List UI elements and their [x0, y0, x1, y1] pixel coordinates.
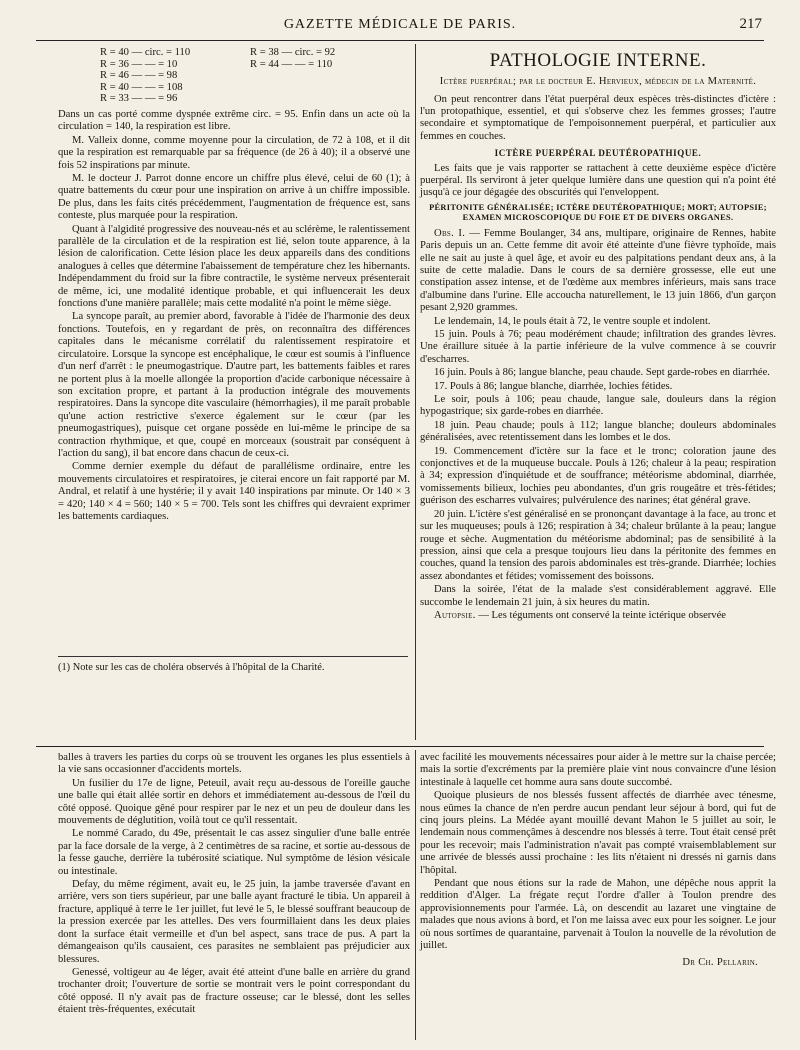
respiration-table [100, 47, 410, 105]
table-row: R = 40 — — = 108 [100, 81, 183, 93]
paragraph: Le soir, pouls à 106; peau chaude, langue sale, douleurs dans la région hypogastrique; six garde-robes en diarrhée. [420, 394, 776, 418]
paragraph: avec facilité les mouvements nécessaires pour aider à le mettre sur la chaise percée; mais la sortie d'excréments par la première plaie vint nous convaincre d'une lésion intestinale à laquelle cet homme aura sans doute succombé. [420, 752, 776, 788]
paragraph: M. le docteur J. Parrot donne encore un chiffre plus élevé, celui de 60 (1); à quatre battements du cœur pour une inspiration on arrive à un chiffre impossible. De plus, dans les faits cités précédemment, l'augmentation de fréquence est, sans conteste, plus marquée pour la respiration. [58, 173, 410, 222]
footnote [58, 662, 408, 675]
table-row: R = 40 — circ. = 110 R = 38 — circ. = 92 [100, 47, 336, 58]
paragraph: Le lendemain, 14, le pouls était à 72, le ventre souple et indolent. [434, 315, 711, 327]
table-row: R = 46 — — = 98 [100, 70, 178, 82]
right-bottom-column [420, 752, 776, 969]
section-rule [36, 746, 764, 747]
autopsy-label: Autopsie. [434, 609, 476, 621]
autopsy-paragraph: Autopsie. — Les téguments ont conservé la teinte ictérique observée [434, 609, 726, 621]
column-divider-bottom [415, 750, 416, 1040]
paragraph: Dans un cas porté comme dyspnée extrême circ. = 95. Enfin dans un acte où la circulation = 140, la respiration est libre. [58, 108, 410, 133]
paragraph: La syncope paraît, au premier abord, favorable à l'idée de l'harmonie des deux fonctions. Toutefois, en y regardant de près, on reconnaîtra des différences capitales dans le mécanisme corrélatif du ralentissement respiratoire et circulatoire. Lorsque la syncope est encéphalique, le cœur est soumis à l'influence d'un nerf d'arrêt : le pneumogastrique. D'autre part, les battements faibles et rares ne portent plus à la moelle allongée la proportion d'acide carbonique nécessaire à son excitation propre, et partant à la production intégrale des mouvements respiratoires. Dans la syncope dite vasculaire (hémorrhagies), il me paraît probable qu'une action restrictive s'exerce également sur le cœur (par les pneumogastriques), puisque cet organe possède en lui-même le principe de sa contraction rhythmique, et que, coupé en morceaux (soustrait par conséquent à l'action du sang), il bat encore dans chacun de ceux-ci. [58, 311, 410, 459]
paragraph: Defay, du même régiment, avait eu, le 25 juin, la jambe traversée d'avant en arrière, vers son tiers supérieur, par une balle ayant fracturé le tibia. Un appareil à fracture, appliqué à terre le 1er juillet, fut levé le 5, le blessé souffrant beaucoup de la pression exercée par les attelles. Des vers fourmillaient dans les deux plaies dont la surface était vermeille et d'un bel aspect, sans trace de pus. A part la démangeaison qu'ils causaient, ces parasites ne semblaient pas préjudicier aux blessures. [58, 879, 410, 965]
paragraph: Un fusilier du 17e de ligne, Peteuil, avait reçu au-dessous de l'oreille gauche une balle qui était allée sortir en dehors et immédiatement au-dessous de l'œil du côté opposé. Quoique gêné pour respirer par le nez et un peu de douleur dans les mouvements de déglutition, voilà tout ce qu'il ressentait. [58, 777, 410, 827]
section-title: PATHOLOGIE INTERNE. [489, 50, 707, 71]
paragraph: 16 juin. Pouls à 86; langue blanche, peau chaude. Sept garde-robes en diarrhée. [434, 367, 770, 379]
section-heading: ICTÈRE PUERPÉRAL DEUTÉROPATHIQUE. [494, 148, 702, 159]
paragraph: M. Valleix donne, comme moyenne pour la circulation, de 72 à 108, et il dit que la respiration est remarquable par sa fréquence (de 26 à 40); il a observé une fois 52 inspirations par minute. [58, 134, 410, 171]
observation-heading: PÉRITONITE GÉNÉRALISÉE; ICTÈRE DEUTÉROPATHIQUE; MORT; AUTOPSIE; EXAMEN MICROSCOPIQUE DU FOIE ET DE DIVERS ORGANES. [429, 202, 767, 223]
paragraph: 18 juin. Peau chaude; pouls à 112; langue blanche; douleurs abdominales généralisées, avec retentissement dans les lombes et le dos. [420, 419, 776, 444]
left-bottom-column [58, 752, 410, 1018]
left-top-column [58, 47, 410, 524]
paragraph: balles à travers les parties du corps où se trouvent les organes les plus essentiels à la vie sans occasionner d'accidents mortels. [58, 752, 410, 776]
paragraph: Le nommé Carado, du 49e, présentait le cas assez singulier d'une balle entrée par la face dorsale de la verge, à 2 centimètres de sa racine, et sortie au-dessous de la fesse gauche, derrière la tubérosité sciatique. Nul symptôme de lésion vésicale ou intestinale. [58, 828, 410, 877]
footnote-text: (1) Note sur les cas de choléra observés à l'hôpital de la Charité. [58, 662, 325, 673]
header-rule [36, 40, 764, 41]
paragraph: Genessé, voltigeur au 4e léger, avait été atteint d'une balle en arrière du grand trochanter droit; l'ouverture de sortie se montrait vers le point correspondant du côté opposé. Il n'y avait pas de fracture osseuse; car le blessé, dont les selles étaient très-fréquentes, exécutait [58, 966, 410, 1016]
paragraph: 20 juin. L'ictère s'est généralisé en se prononçant davantage à la face, au tronc et sur les muqueuses; pouls à 126; respiration à 34; chaleur brûlante à la peau; langue rouge et sèche. Augmentation du météorisme abdominal; pas de sensibilité à la pression, ainsi que cela a presque toujours lieu dans la péritonite des femmes en couches, quand la tension des parois abdominales est très-grande. Diarrhée; lochies assez abondantes et fétides; vomissement des boissons. [420, 508, 776, 582]
observation-label: Obs. I. [434, 227, 466, 239]
footnote-rule [58, 656, 408, 657]
author-signature: Dr Ch. Pellarin. [682, 956, 758, 968]
paragraph: Pendant que nous étions sur la rade de Mahon, une dépêche nous apprit la reddition d'Alger. La frégate reçut l'ordre d'aller à Toulon prendre des approvisionnements pour l'armée. Là, on descendit au lazaret une vingtaine de malades que nous avions à bord, et l'on me laissa avec eux pour les soigner. Le jour où nous sortîmes de quarantaine, parvenait à Toulon la nouvelle de la révolution de juillet. [420, 878, 776, 952]
paragraph: 15 juin. Pouls à 76; peau modérément chaude; infiltration des grandes lèvres. Une éraillure située à la partie inférieure de la vulve commence à se couvrir d'escharres. [420, 329, 776, 365]
table-row: R = 36 — — = 10 R = 44 — — = 110 [100, 58, 333, 70]
journal-title: GAZETTE MÉDICALE DE PARIS. [283, 17, 517, 32]
table-row: R = 33 — — = 96 [100, 93, 178, 105]
observation-paragraph: Obs. I. — Femme Boulanger, 34 ans, multipare, originaire de Rennes, habite Paris depuis un an. Cette femme dit avoir été atteinte d'une fièvre typhoïde, mais elle ne sait au juste à quel âge, et avoir eu des palpitations pendant deux ans, à la suite de cette maladie. Dans le cours de sa dernière grossesse, elle eut une constipation assez intense, et de l'œdème aux membres inférieurs, mais sans trace d'albumine dans l'urine. Elle accoucha naturellement, le 13 juin 1866, d'un garçon pesant 2,920 grammes. [420, 227, 776, 314]
paragraph: On peut rencontrer dans l'état puerpéral deux espèces très-distinctes d'ictère : l'un protopathique, essentiel, et qui s'observe chez les femmes grosses; l'autre secondaire et symptomatique de l'empoisonnement puerpéral, et particulier aux femmes en couches. [420, 93, 776, 142]
paragraph: Quant à l'algidité progressive des nouveau-nés et au sclérème, le ralentissement parallèle de la circulation et de la respiration est lié, selon toute apparence, à la lésion de calorification. Cette lésion place les deux appareils dans des conditions analogues à celles que détermine l'abaissement de température chez les hibernants. Indépendamment du froid sur la fibre contractile, le système nerveux présenterait de même, ici, une modalité identique probable, et qui influencerait les deux fonctions d'une manière parallèle; mais cette modalité n'a point le même siège. [58, 223, 410, 310]
article-title: Ictère puerpéral; par le docteur E. Hervieux, médecin de la Maternité. [439, 76, 757, 87]
page-header [36, 12, 764, 38]
page-number: 217 [739, 16, 762, 32]
right-top-column [420, 47, 776, 623]
paragraph: 19. Commencement d'ictère sur la face et le tronc; coloration jaune des conjonctives et de la muqueuse buccale. Pouls à 126; chaleur à la peau; respiration à 34; expression d'inquiétude et de souffrance; météorisme abdominal, diarrhée, vomissements bilieux, lochies peu abondantes, d'un gris rougeâtre et très-fétides; guérison des escharres vulvaires; pulvérulence des narines; état général grave. [420, 445, 776, 507]
paragraph: Comme dernier exemple du défaut de parallélisme ordinaire, entre les mouvements circulatoires et respiratoires, je citerai encore un fait rapporté par M. Andral, et relatif à une hystérie; il y avait 140 inspirations par minute. Or 140 × 3 = 420; 140 × 4 = 560; 140 × 5 = 700. Tels sont les chiffres qui devraient exprimer les battements cardiaques. [58, 461, 410, 522]
paragraph: Quoique plusieurs de nos blessés fussent affectés de diarrhée avec ténesme, nous eûmes la chance de n'en perdre aucun pendant leur séjour à bord, qui fut de cinq jours pleins. La Médée ayant mouillé devant Mahon le 5 juillet au soir, le lendemain nous commençâmes à descendre nos blessés à terre. Tout était censé prêt pour les recevoir; mais l'administration n'avait pas compté vraisemblablement sur une arrivée de blessés aussi prochaine : les lits n'étaient ni dressés ni garnis dans l'hôpital. [420, 790, 776, 876]
paragraph: Les faits que je vais rapporter se rattachent à cette deuxième espèce d'ictère puerpéral. Ils serviront à jeter quelque lumière dans une question qui n'a point été jusqu'à ce jour dégagée des obscurités qui l'enveloppent. [420, 162, 776, 199]
column-divider [415, 44, 416, 740]
paragraph: 17. Pouls à 86; langue blanche, diarrhée, lochies fétides. [434, 380, 673, 392]
paragraph: Dans la soirée, l'état de la malade s'est considérablement aggravé. Elle succombe le lendemain 21 juin, à six heures du matin. [420, 584, 776, 608]
